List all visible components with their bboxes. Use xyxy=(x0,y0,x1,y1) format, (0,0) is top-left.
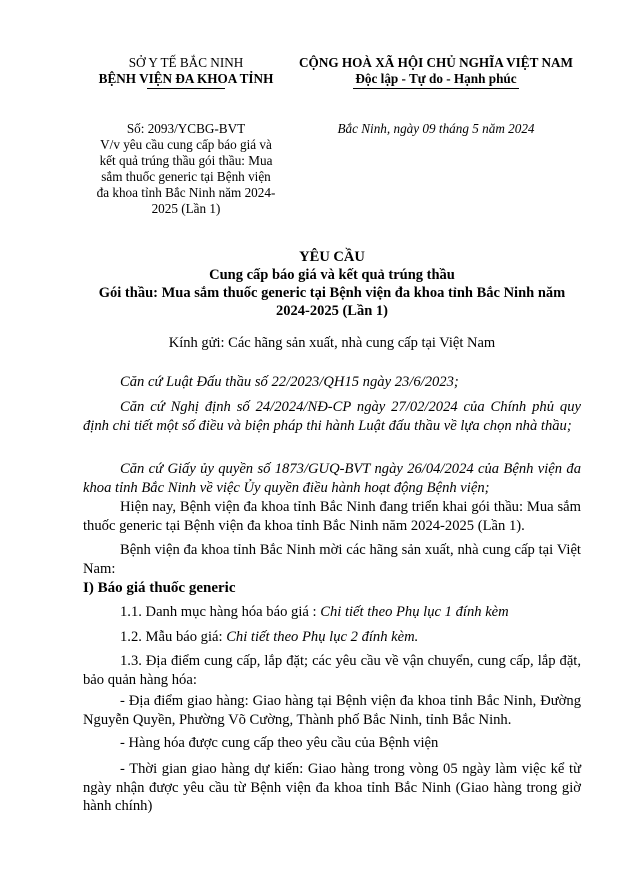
delivery-time: - Thời gian giao hàng dự kiến: Giao hàng trong vòng 05 ngày làm việc kể từ ngày nhận được yêu cầu từ Bệnh viện đa khoa tỉnh Bắc Ninh (Giao hàng trong giờ hành chính) xyxy=(83,761,581,814)
item-1-2 xyxy=(83,628,581,647)
legal-basis-2: Căn cứ Nghị định số 24/2024/NĐ-CP ngày 27/02/2024 của Chính phủ quy định chi tiết một số điều và biện pháp thi hành Luật đấu thầu về lựa chọn nhà thầu; xyxy=(83,399,581,434)
motto-underline xyxy=(353,88,519,89)
subject-line: kết quả trúng thầu gói thầu: Mua xyxy=(99,153,273,168)
section-heading-1: I) Báo giá thuốc generic xyxy=(83,580,236,596)
issuer-underline xyxy=(147,88,225,89)
legal-basis-3: Căn cứ Giấy ủy quyền số 1873/GUQ-BVT ngày 26/04/2024 của Bệnh viện đa khoa tỉnh Bắc Ninh về việc Ủy quyền điều hành hoạt động Bệnh viện; xyxy=(83,461,581,496)
delivery-location: - Địa điểm giao hàng: Giao hàng tại Bệnh viện đa khoa tỉnh Bắc Ninh, Đường Nguyễn Quyền, Phường Võ Cường, Thành phố Bắc Ninh, tỉnh Bắc Ninh. xyxy=(83,693,581,728)
national-motto: Độc lập - Tự do - Hạnh phúc xyxy=(355,71,517,86)
item-1-1 xyxy=(83,603,581,622)
subject-line: V/v yêu cầu cung cấp báo giá và xyxy=(100,137,272,152)
subject-line: đa khoa tỉnh Bắc Ninh năm 2024- xyxy=(96,185,276,200)
intro-paragraph-1: Hiện nay, Bệnh viện đa khoa tỉnh Bắc Ninh đang triển khai gói thầu: Mua sắm thuốc generic tại Bệnh viện đa khoa tỉnh Bắc Ninh năm 2024-2025 (Lần 1). xyxy=(83,499,581,534)
package-title-cont: 2024-2025 (Lần 1) xyxy=(276,303,388,319)
supply-requirement: - Hàng hóa được cung cấp theo yêu cầu của Bệnh viện xyxy=(120,735,439,751)
item-1-3: 1.3. Địa điểm cung cấp, lắp đặt; các yêu cầu về vận chuyển, cung cấp, lắp đặt, bảo quản hàng hóa: xyxy=(83,653,581,688)
package-title: Gói thầu: Mua sắm thuốc generic tại Bệnh viện đa khoa tỉnh Bắc Ninh năm xyxy=(98,285,566,301)
item-1-2-value: Chi tiết theo Phụ lục 2 đính kèm. xyxy=(226,629,419,645)
doc-title: YÊU CẦU xyxy=(299,249,365,265)
issuer-hospital: BỆNH VIỆN ĐA KHOA TỈNH xyxy=(98,71,274,86)
item-1-1-label: 1.1. Danh mục hàng hóa báo giá : xyxy=(120,604,321,620)
item-1-2-label: 1.2. Mẫu báo giá: xyxy=(120,629,227,645)
document-number: Số: 2093/YCBG-BVT xyxy=(126,121,246,136)
item-1-1-value: Chi tiết theo Phụ lục 1 đính kèm xyxy=(320,604,509,620)
intro-paragraph-2: Bệnh viện đa khoa tỉnh Bắc Ninh mời các hãng sản xuất, nhà cung cấp tại Việt Nam: xyxy=(83,542,581,577)
legal-basis-1: Căn cứ Luật Đấu thầu số 22/2023/QH15 ngày 23/6/2023; xyxy=(120,374,459,390)
place-date: Bắc Ninh, ngày 09 tháng 5 năm 2024 xyxy=(337,121,535,136)
subject-line: sắm thuốc generic tại Bệnh viện xyxy=(101,169,271,184)
issuer-department: SỞ Y TẾ BẮC NINH xyxy=(128,55,244,70)
subject-line: 2025 (Lần 1) xyxy=(151,201,221,216)
recipient: Kính gửi: Các hãng sản xuất, nhà cung cấp tại Việt Nam xyxy=(168,335,496,351)
national-title: CỘNG HOÀ XÃ HỘI CHỦ NGHĨA VIỆT NAM xyxy=(299,55,573,70)
doc-subtitle: Cung cấp báo giá và kết quả trúng thầu xyxy=(209,267,455,283)
